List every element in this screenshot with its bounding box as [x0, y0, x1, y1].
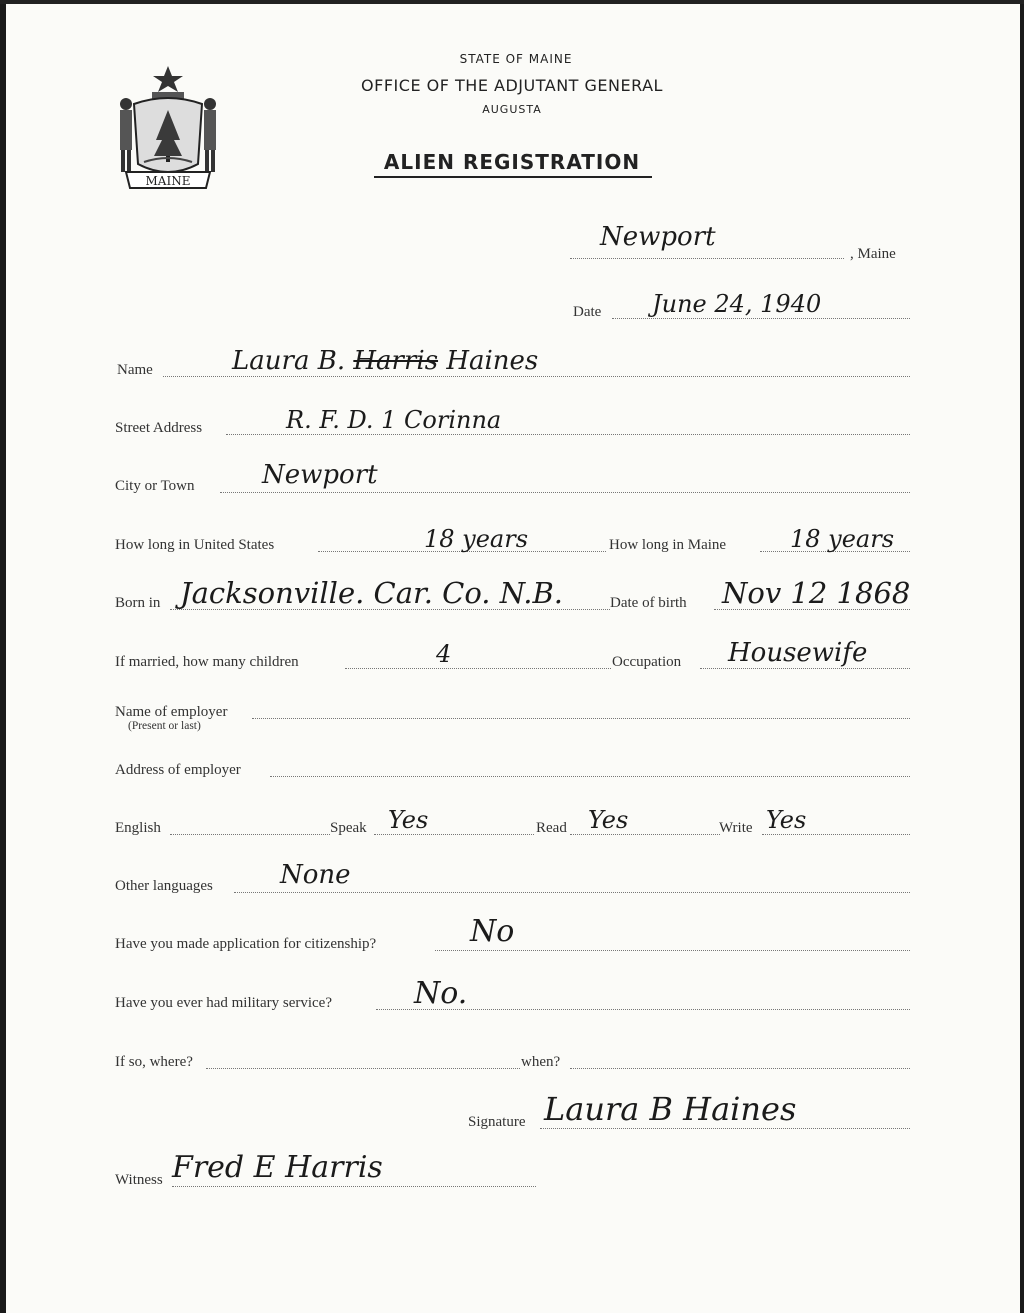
date-value: June 24, 1940	[652, 290, 822, 318]
employer-address-line	[270, 776, 910, 777]
scan-border-left	[0, 0, 6, 1313]
employer-address-label: Address of employer	[115, 762, 241, 778]
occupation-value: Housewife	[728, 638, 868, 668]
maine-years-value: 18 years	[790, 525, 895, 553]
english-line	[170, 834, 330, 835]
name-first: Laura B.	[232, 346, 346, 376]
citizenship-value: No	[470, 914, 515, 949]
where-label: If so, where?	[115, 1054, 193, 1070]
svg-text:MAINE: MAINE	[145, 174, 191, 188]
name-struck: Harris	[353, 346, 439, 376]
us-years-label: How long in United States	[115, 537, 275, 553]
english-label: English	[115, 820, 161, 836]
employer-label: Name of employer	[115, 704, 228, 720]
military-label: Have you ever had military service?	[115, 995, 332, 1011]
write-line	[762, 834, 910, 835]
place-label: , Maine	[850, 246, 896, 262]
name-value	[232, 346, 538, 376]
maine-years-label: How long in Maine	[609, 537, 727, 553]
scan-border-right	[1020, 0, 1024, 1313]
street-value: R. F. D. 1 Corinna	[286, 406, 502, 434]
when-line	[570, 1068, 910, 1069]
title-underline	[374, 176, 652, 178]
citizenship-line	[435, 950, 910, 951]
office-heading: OFFICE OF THE ADJUTANT GENERAL	[361, 76, 663, 95]
dob-label: Date of birth	[610, 595, 687, 611]
scan-border-top	[0, 0, 1024, 4]
occupation-label: Occupation	[612, 654, 682, 670]
city-line	[220, 492, 910, 493]
street-line	[226, 434, 910, 435]
state-heading: STATE OF MAINE	[459, 52, 573, 66]
signature-label: Signature	[468, 1114, 526, 1130]
other-languages-line	[234, 892, 910, 893]
born-value: Jacksonville. Car. Co. N.B.	[180, 576, 563, 610]
employer-sublabel: (Present or last)	[128, 720, 201, 732]
employer-line	[252, 718, 910, 719]
speak-value: Yes	[388, 806, 429, 834]
date-label: Date	[573, 304, 602, 320]
date-line	[612, 318, 910, 319]
born-label: Born in	[115, 595, 161, 611]
signature-line	[540, 1128, 910, 1129]
where-line	[206, 1068, 520, 1069]
read-line	[570, 834, 720, 835]
city-value: Newport	[262, 460, 378, 490]
when-label: when?	[521, 1054, 561, 1070]
children-value: 4	[436, 640, 452, 668]
name-last: Haines	[446, 346, 539, 376]
name-label: Name	[117, 362, 153, 378]
form-title: ALIEN REGISTRATION	[383, 150, 641, 174]
dob-value: Nov 12 1868	[722, 576, 911, 610]
city-heading: AUGUSTA	[482, 103, 542, 116]
city-label: City or Town	[115, 478, 195, 494]
witness-label: Witness	[115, 1172, 163, 1188]
children-line	[345, 668, 611, 669]
military-value: No.	[414, 976, 468, 1011]
signature-value: Laura B Haines	[544, 1090, 797, 1128]
street-label: Street Address	[115, 420, 203, 436]
name-line	[163, 376, 910, 377]
speak-line	[374, 834, 534, 835]
write-value: Yes	[766, 806, 807, 834]
us-years-value: 18 years	[424, 525, 529, 553]
other-languages-value: None	[280, 860, 351, 890]
children-label: If married, how many children	[115, 654, 299, 670]
speak-label: Speak	[330, 820, 367, 836]
occupation-line	[700, 668, 910, 669]
citizenship-label: Have you made application for citizenship?	[115, 936, 377, 952]
place-value: Newport	[600, 222, 716, 252]
read-value: Yes	[588, 806, 629, 834]
place-line	[570, 258, 844, 259]
witness-value: Fred E Harris	[172, 1150, 383, 1185]
witness-line	[172, 1186, 536, 1187]
read-label: Read	[536, 820, 567, 836]
write-label: Write	[719, 820, 753, 836]
other-languages-label: Other languages	[115, 878, 213, 894]
